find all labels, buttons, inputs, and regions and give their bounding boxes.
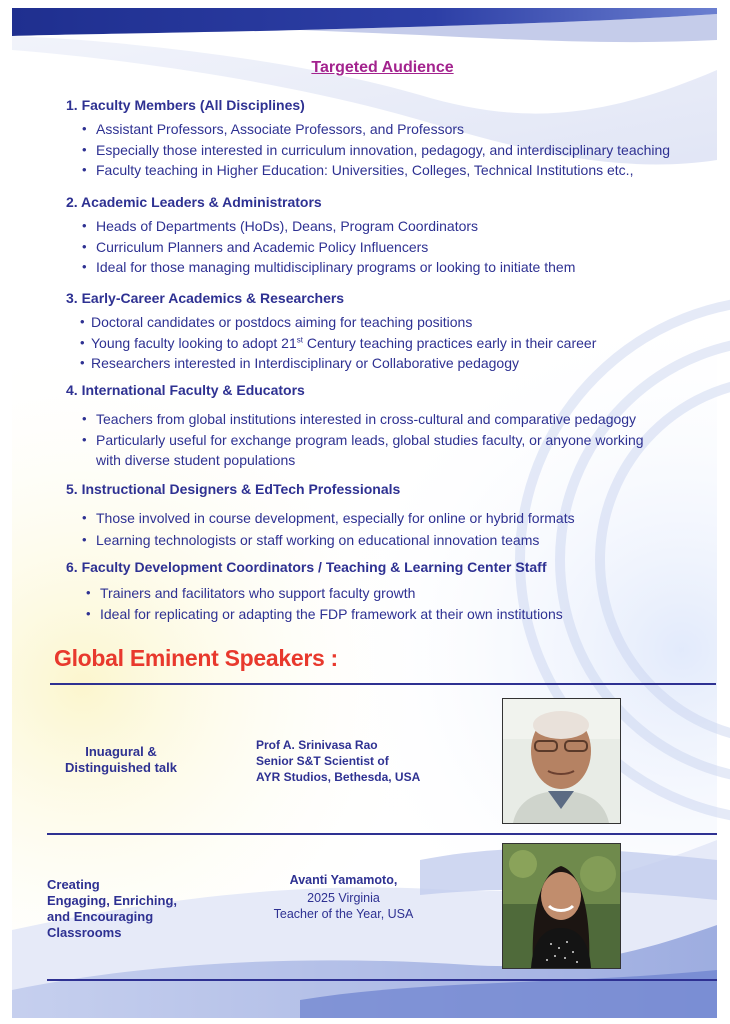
speaker-role: Senior S&T Scientist of [256,754,389,768]
audience-group-early-career [66,290,706,374]
list-item: • Heads of Departments (HoDs), Deans, Program Coordinators [82,216,706,237]
speakers-section-title: Global Eminent Speakers : [54,645,338,671]
session-line: Classrooms [47,925,122,940]
list-item [80,333,706,354]
audience-group-list [66,583,706,624]
speaker-org: Teacher of the Year, USA [273,907,414,921]
audience-group-list [66,409,656,471]
session-line: and Encouraging [47,909,154,924]
list-item-text-tail: Century teaching practices early in their career [303,334,597,351]
audience-group-heading: 3. Early-Career Academics & Researchers [66,290,345,306]
list-item: • Those involved in course development, especially for online or hybrid formats [82,507,706,529]
audience-group-academic-leaders [66,194,706,278]
audience-group-list [80,312,706,374]
speaker-session-title [47,877,177,941]
list-item: • Trainers and facilitators who support faculty growth [86,583,706,604]
list-item: • Doctoral candidates or postdocs aiming for teaching positions [80,312,706,333]
audience-group-heading: 4. International Faculty & Educators [66,382,305,398]
session-line: Distinguished talk [65,760,177,775]
speaker-name: Avanti Yamamoto, [289,873,398,887]
speaker-role: 2025 Virginia [307,891,380,905]
list-item: • Learning technologists or staff working on educational innovation teams [82,529,706,551]
divider [47,833,717,835]
list-item: • Assistant Professors, Associate Professors, and Professors [82,119,706,140]
targeted-audience-title: Targeted Audience [311,59,454,76]
list-item: • Faculty teaching in Higher Education: Universities, Colleges, Technical Institutions etc., [82,160,706,181]
session-line: Engaging, Enriching, [47,893,177,908]
speaker-photo-srinivasa-rao [502,698,621,824]
audience-group-international [66,382,706,471]
audience-group-heading: 1. Faculty Members (All Disciplines) [66,97,305,113]
list-item: • Teachers from global institutions interested in cross-cultural and comparative pedagogy [82,409,656,430]
list-item: • Ideal for replicating or adapting the FDP framework at their own institutions [86,604,706,625]
speaker-portrait-placeholder [503,699,620,823]
speaker-details [256,872,431,922]
audience-group-heading: 2. Academic Leaders & Administrators [66,194,322,210]
list-item-text: Young faculty looking to adopt 21 [91,334,297,351]
list-item: • Curriculum Planners and Academic Policy Influencers [82,237,706,258]
audience-group-list [66,119,706,181]
list-item: • Especially those interested in curriculum innovation, pedagogy, and interdisciplinary teaching [82,140,706,161]
speaker-details [256,737,420,785]
ordinal-suffix: st [296,334,303,344]
audience-group-heading: 6. Faculty Development Coordinators / Teaching & Learning Center Staff [66,559,547,575]
audience-group-heading: 5. Instructional Designers & EdTech Professionals [66,481,401,497]
audience-group-instructional-designers [66,481,706,551]
list-item: • Particularly useful for exchange program leads, global studies faculty, or anyone working with diverse student populations [82,430,656,471]
audience-group-list [66,507,706,551]
speaker-org: AYR Studios, Bethesda, USA [256,770,421,784]
session-line: Inuagural & [85,744,157,759]
list-item: • Researchers interested in Interdisciplinary or Collaborative pedagogy [80,353,706,374]
audience-group-faculty-development [66,559,706,624]
divider [50,683,716,685]
speaker-photo-avanti-yamamoto [502,843,621,969]
divider [47,979,717,981]
list-item: • Ideal for those managing multidisciplinary programs or looking to initiate them [82,257,706,278]
speaker-session-title [46,744,196,776]
speaker-portrait-placeholder [503,844,620,968]
audience-group-faculty-members [66,97,706,181]
audience-group-list [66,216,706,278]
speaker-name: Prof A. Srinivasa Rao [256,738,378,752]
session-line: Creating [47,877,100,892]
